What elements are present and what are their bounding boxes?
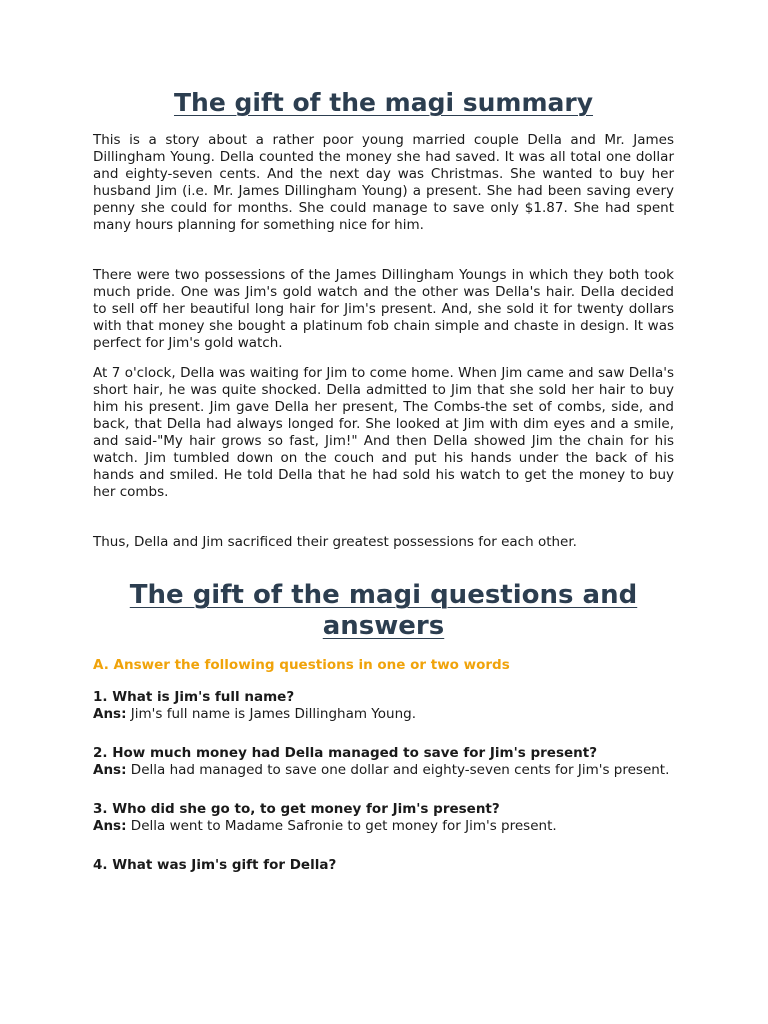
qa-item (93, 857, 674, 874)
answer (93, 706, 674, 723)
answer-text: Della had managed to save one dollar and eighty-seven cents for Jim's present. (130, 762, 670, 778)
answer (93, 762, 674, 779)
qa-item (93, 801, 674, 835)
answer-label: Ans: (93, 706, 127, 722)
summary-conclusion: Thus, Della and Jim sacrificed their greatest possessions for each other. (93, 534, 577, 550)
question: 3. Who did she go to, to get money for Jim's present? (93, 801, 500, 817)
question: 1. What is Jim's full name? (93, 689, 295, 705)
qa-item (93, 745, 674, 779)
summary-paragraph: This is a story about a rather poor young married couple Della and Mr. James Dillingham Young. Della counted the money she had saved. It was all total one dollar and eighty-seven cents. And the next day was Christmas. She wanted to buy her husband Jim (i.e. Mr. James Dillingham Young) a present. She had been saving every penny she could for months. She could manage to save only $1.87. She had spent many hours planning for something nice for him. (93, 132, 674, 233)
question: 4. What was Jim's gift for Della? (93, 857, 337, 873)
answer-label: Ans: (93, 818, 127, 834)
document-page (93, 86, 674, 874)
answer-text: Della went to Madame Safronie to get money for Jim's present. (130, 818, 557, 834)
answer-text: Jim's full name is James Dillingham Young. (130, 706, 416, 722)
answer (93, 818, 674, 835)
qa-title: The gift of the magi questions and answers (129, 580, 638, 641)
answer-label: Ans: (93, 762, 127, 778)
qa-item (93, 689, 674, 723)
qa-section-heading: A. Answer the following questions in one or two words (93, 657, 510, 673)
question: 2. How much money had Della managed to save for Jim's present? (93, 745, 598, 761)
summary-paragraph: At 7 o'clock, Della was waiting for Jim to come home. When Jim came and saw Della's short hair, he was quite shocked. Della admitted to Jim that she sold her hair to buy him his present. Jim gave Della her present, The Combs-the set of combs, side, and back, that Della had always longed for. She looked at Jim with dim eyes and a smile, and said-"My hair grows so fast, Jim!" And then Della showed Jim the chain for his watch. Jim tumbled down on the couch and put his hands under the back of his hands and smiled. He told Della that he had sold his watch to get the money to buy her combs. (93, 365, 674, 500)
summary-paragraph: There were two possessions of the James Dillingham Youngs in which they both took much pride. One was Jim's gold watch and the other was Della's hair. Della decided to sell off her beautiful long hair for Jim's present. And, she sold it for twenty dollars with that money she bought a platinum fob chain simple and chaste in design. It was perfect for Jim's gold watch. (93, 267, 674, 351)
summary-title: The gift of the magi summary (173, 88, 594, 117)
